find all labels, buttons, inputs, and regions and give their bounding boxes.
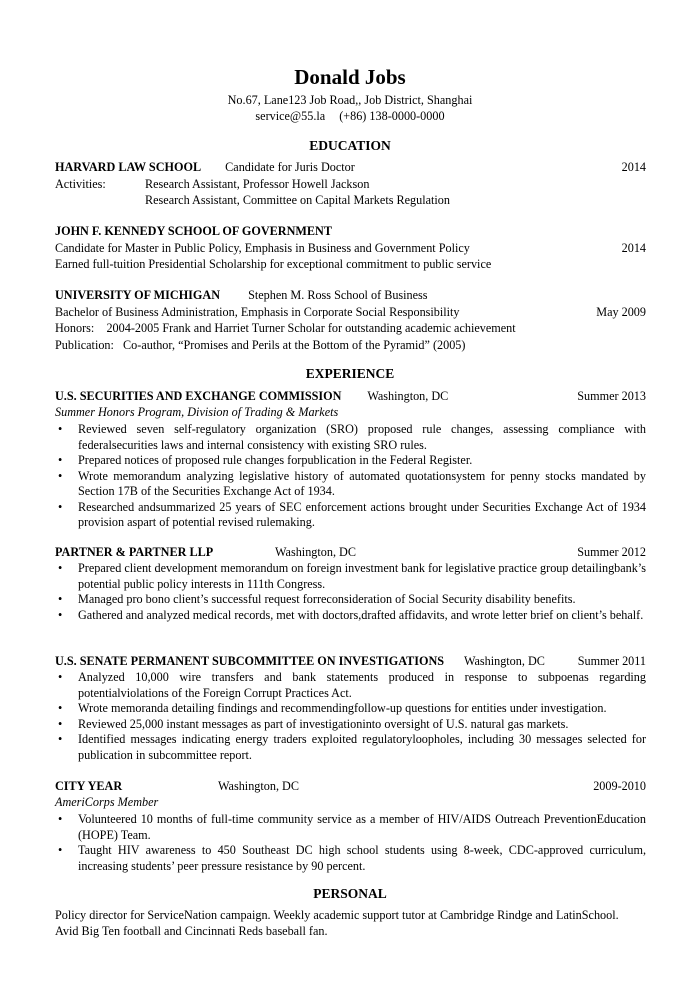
degree: Candidate for Master in Public Policy, Emphasis in Business and Government Policy bbox=[55, 241, 470, 255]
email: service@55.la bbox=[255, 109, 326, 123]
section-title-personal: PERSONAL bbox=[313, 886, 387, 901]
activity-item: Research Assistant, Professor Howell Jackson bbox=[145, 177, 370, 191]
subschool: Stephen M. Ross School of Business bbox=[248, 288, 428, 302]
role: Summer Honors Program, Division of Trading & Markets bbox=[55, 405, 339, 419]
cityyear-bullets bbox=[55, 812, 646, 874]
school-name: HARVARD LAW SCHOOL bbox=[55, 160, 202, 174]
cityyear-row bbox=[55, 779, 646, 795]
michigan-row bbox=[55, 288, 646, 304]
list-item: • Taught HIV awareness to 450 Southeast DC high school students using 8-week, CDC-approved curriculum, increasing students’ peer pressure resistance by 90 percent. bbox=[55, 843, 646, 874]
year: May 2009 bbox=[596, 305, 646, 319]
location: Washington, DC bbox=[218, 779, 299, 793]
org-name: U.S. SENATE PERMANENT SUBCOMMITTEE ON INVESTIGATIONS bbox=[55, 654, 445, 668]
list-item: • Wrote memoranda detailing findings and recommendingfollow-up questions for entities under investigation. bbox=[55, 701, 646, 717]
degree: Candidate for Juris Doctor bbox=[225, 160, 355, 174]
candidate-name: Donald Jobs bbox=[294, 65, 406, 89]
org-name: U.S. SECURITIES AND EXCHANGE COMMISSION bbox=[55, 389, 342, 403]
personal-line: Policy director for ServiceNation campaign. Weekly academic support tutor at Cambridge Rindge and LatinSchool. bbox=[55, 908, 619, 922]
kennedy-scholarship-row bbox=[55, 257, 646, 273]
sec-row bbox=[55, 389, 646, 405]
section-title-experience: EXPERIENCE bbox=[305, 366, 395, 381]
list-item: • Volunteered 10 months of full-time community service as a member of HIV/AIDS Outreach PreventionEducation (HOPE) Team. bbox=[55, 812, 646, 843]
sec-bullets bbox=[55, 422, 646, 531]
honors-row: Honors: 2004-2005 Frank and Harriet Turner Scholar for outstanding academic achievement bbox=[55, 321, 516, 335]
harvard-row bbox=[55, 160, 646, 176]
role: AmeriCorps Member bbox=[55, 795, 159, 809]
date: Summer 2013 bbox=[577, 389, 646, 403]
activity-item: Research Assistant, Committee on Capital Markets Regulation bbox=[145, 193, 450, 207]
list-item: • Prepared client development memorandum on foreign investment bank for legislative practice group detailingbank’s potential public policy interests in 111th Congress. bbox=[55, 561, 646, 592]
date: Summer 2011 bbox=[577, 654, 646, 668]
senate-bullets bbox=[55, 670, 646, 763]
partner-bullets bbox=[55, 561, 646, 623]
degree: Bachelor of Business Administration, Emphasis in Corporate Social Responsibility bbox=[55, 305, 460, 319]
personal-line: Avid Big Ten football and Cincinnati Reds baseball fan. bbox=[55, 924, 328, 938]
list-item: • Reviewed 25,000 instant messages as part of investigationinto oversight of U.S. natural gas markets. bbox=[55, 717, 646, 733]
list-item: • Prepared notices of proposed rule changes forpublication in the Federal Register. bbox=[55, 453, 646, 469]
location: Washington, DC bbox=[275, 545, 356, 559]
location: Washington, DC bbox=[367, 389, 449, 403]
address: No.67, Lane123 Job Road,, Job District, Shanghai bbox=[227, 93, 473, 107]
date: Summer 2012 bbox=[577, 545, 646, 559]
kennedy-row bbox=[55, 224, 646, 240]
scholarship: Earned full-tuition Presidential Scholarship for exceptional commitment to public service bbox=[55, 257, 492, 271]
kennedy-degree-row bbox=[55, 241, 646, 257]
org-name: CITY YEAR bbox=[55, 779, 123, 793]
activities-label: Activities: bbox=[55, 177, 106, 191]
list-item: • Managed pro bono client’s successful request forreconsideration of Social Security disability benefits. bbox=[55, 592, 646, 608]
michigan-degree-row bbox=[55, 305, 646, 321]
contact-line bbox=[0, 109, 700, 125]
publication-row: Publication: Co-author, “Promises and Perils at the Bottom of the Pyramid” (2005) bbox=[55, 338, 466, 352]
senate-row bbox=[55, 654, 646, 670]
location: Washington, DC bbox=[463, 654, 545, 668]
year: 2014 bbox=[621, 160, 646, 174]
list-item: • Analyzed 10,000 wire transfers and bank statements produced in response to subpoenas regarding potentialviolations of the Foreign Corrupt Practices Act. bbox=[55, 670, 646, 701]
list-item: • Gathered and analyzed medical records, met with doctors,drafted affidavits, and wrote letter brief on client’s behalf. bbox=[55, 608, 646, 624]
school-name: JOHN F. KENNEDY SCHOOL OF GOVERNMENT bbox=[55, 224, 332, 238]
list-item: • Wrote memorandum analyzing legislative history of automated quotationsystem for penny stocks mandated by Section 17B of the Securities Exchange Act of 1934. bbox=[55, 469, 646, 500]
list-item: • Researched andsummarized 25 years of SEC enforcement actions brought under Securities Exchange Act of 1934 provision aspart of potential revised rulemaking. bbox=[55, 500, 646, 531]
org-name: PARTNER & PARTNER LLP bbox=[55, 545, 214, 559]
phone: (+86) 138-0000-0000 bbox=[339, 109, 445, 123]
school-name: UNIVERSITY OF MICHIGAN bbox=[55, 288, 220, 302]
date: 2009-2010 bbox=[593, 779, 646, 793]
activities-row-2 bbox=[55, 193, 646, 209]
year: 2014 bbox=[621, 241, 646, 255]
section-title-education: EDUCATION bbox=[309, 138, 391, 153]
partner-row bbox=[55, 545, 646, 561]
list-item: • Reviewed seven self-regulatory organization (SRO) proposed rule changes, assessing compliance with federalsecurities laws and internal consistency with existing SRO rules. bbox=[55, 422, 646, 453]
list-item: • Identified messages indicating energy traders exploited regulatoryloopholes, including 30 messages selected for publication in subcommittee report. bbox=[55, 732, 646, 763]
activities-row bbox=[55, 177, 646, 193]
